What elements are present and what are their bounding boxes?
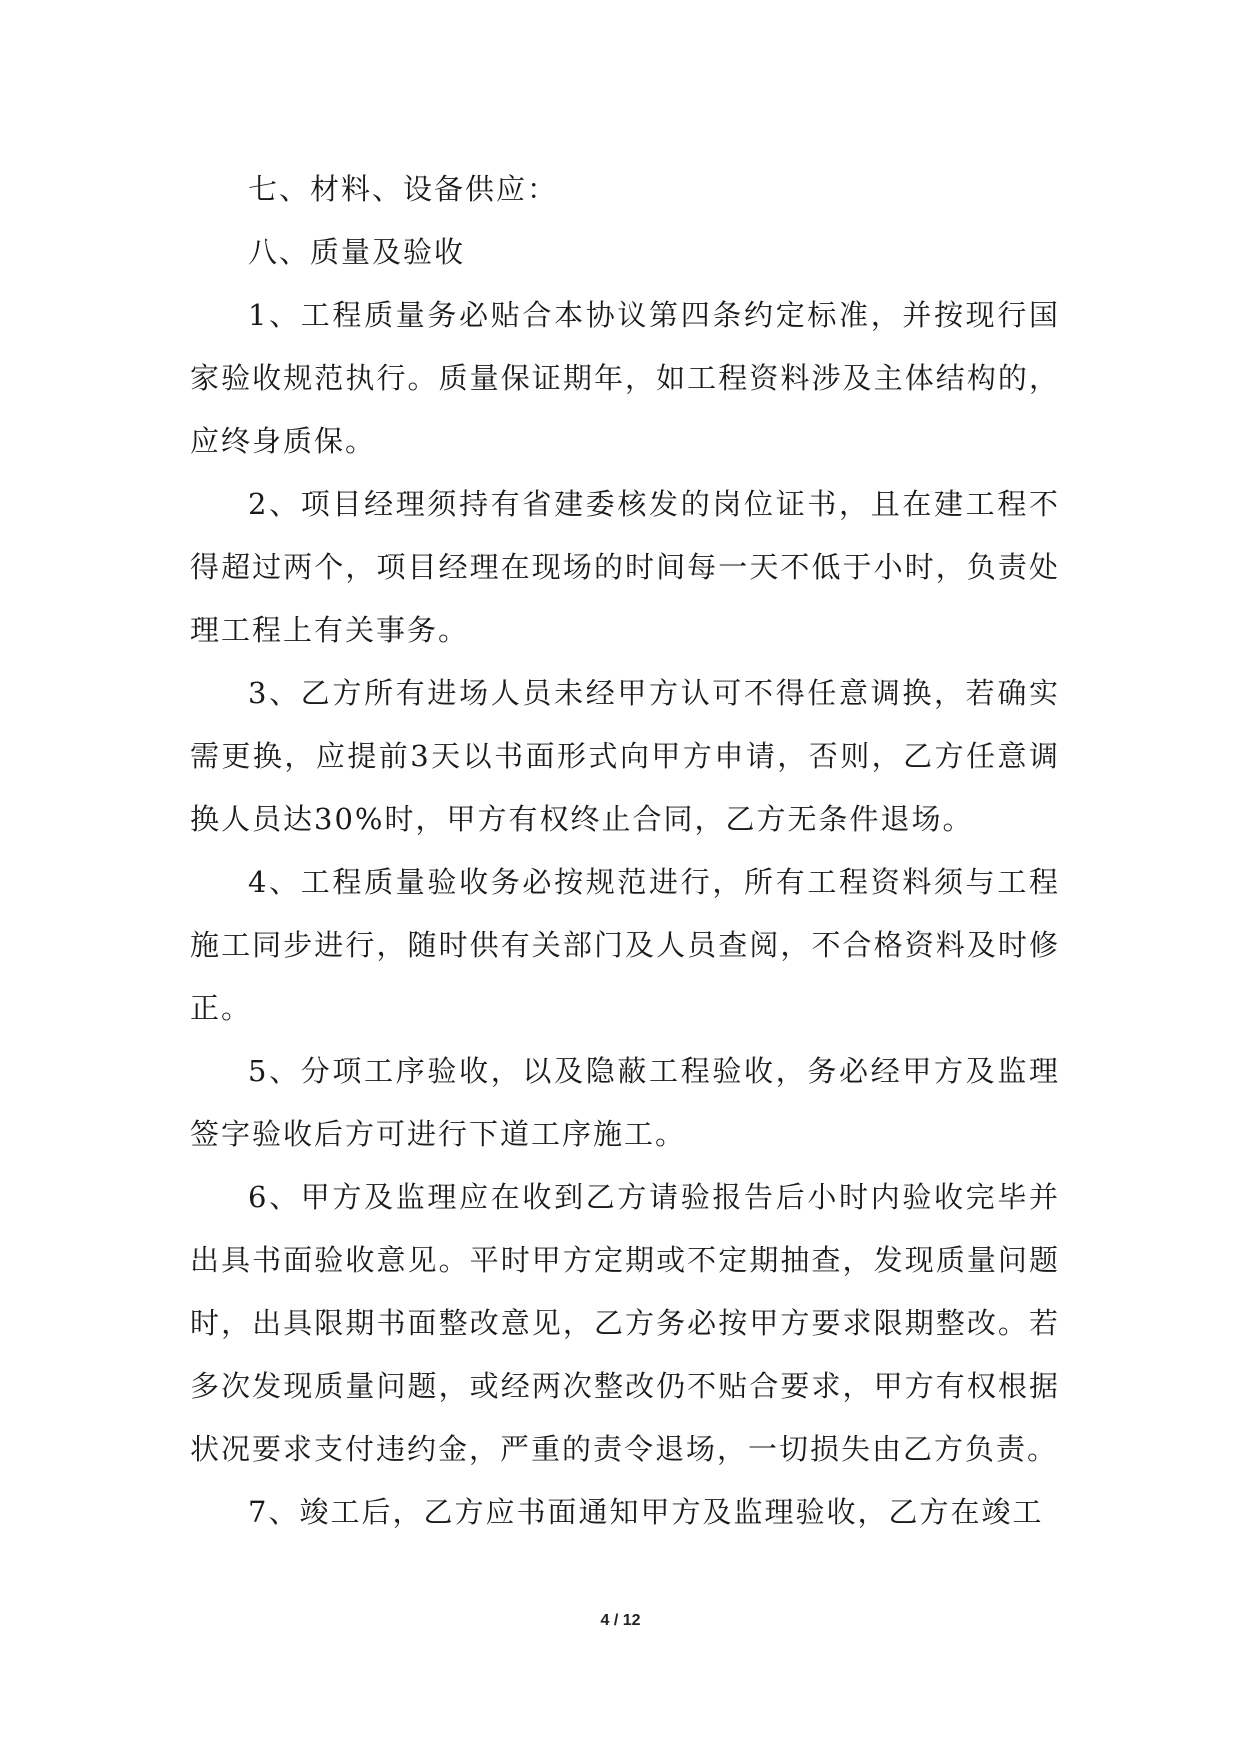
clause-4: 4、工程质量验收务必按规范进行，所有工程资料须与工程施工同步进行，随时供有关部门及人员查阅，不合格资料及时修正。 bbox=[190, 865, 1060, 1025]
section-heading-8: 八、质量及验收 bbox=[248, 235, 466, 269]
section-heading-7: 七、材料、设备供应： bbox=[248, 172, 559, 206]
clause-3: 3、乙方所有进场人员未经甲方认可不得任意调换，若确实需更换，应提前3天以书面形式向甲方申请，否则，乙方任意调换人员达30%时，甲方有权终止合同，乙方无条件退场。 bbox=[190, 676, 1060, 836]
document-body bbox=[190, 158, 1060, 1544]
clause-5: 5、分项工序验收，以及隐蔽工程验收，务必经甲方及监理签字验收后方可进行下道工序施工。 bbox=[190, 1054, 1060, 1151]
clause-1: 1、工程质量务必贴合本协议第四条约定标准，并按现行国家验收规范执行。质量保证期年，如工程资料涉及主体结构的，应终身质保。 bbox=[190, 298, 1060, 458]
page-number: 4 / 12 bbox=[600, 1612, 641, 1629]
clause-7: 7、竣工后，乙方应书面通知甲方及监理验收，乙方在竣工 bbox=[248, 1495, 1044, 1529]
clause-2: 2、项目经理须持有省建委核发的岗位证书，且在建工程不得超过两个，项目经理在现场的时间每一天不低于小时，负责处理工程上有关事务。 bbox=[190, 487, 1060, 647]
clause-6: 6、甲方及监理应在收到乙方请验报告后小时内验收完毕并出具书面验收意见。平时甲方定期或不定期抽查，发现质量问题时，出具限期书面整改意见，乙方务必按甲方要求限期整改。若多次发现质量问题，或经两次整改仍不贴合要求，甲方有权根据状况要求支付违约金，严重的责令退场，一切损失由乙方负责。 bbox=[190, 1180, 1060, 1466]
